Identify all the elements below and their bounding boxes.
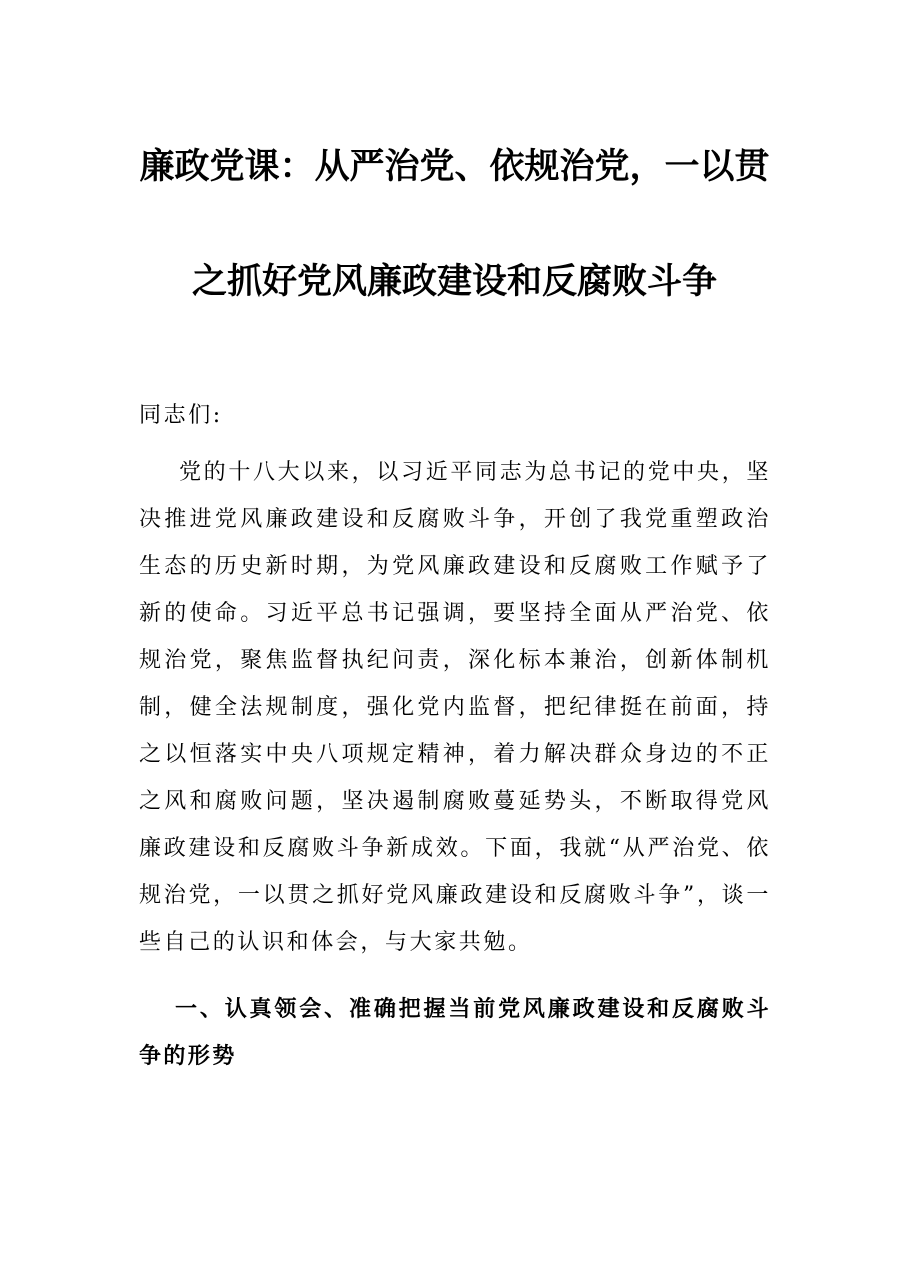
body-paragraph: 党的十八大以来，以习近平同志为总书记的党中央，坚决推进党风廉政建设和反腐败斗争，开创了我党重塑政治生态的历史新时期，为党风廉政建设和反腐败工作赋予了新的使命。习近平总书记强调，要坚持全面从严治党、依规治党，聚焦监督执纪问责，深化标本兼治，创新体制机制，健全法规制度，强化党内监督，把纪律挺在前面，持之以恒落实中央八项规定精神，着力解决群众身边的不正之风和腐败问题，坚决遏制腐败蔓延势头，不断取得党风廉政建设和反腐败斗争新成效。下面，我就“从严治党、依规治党，一以贯之抓好党风廉政建设和反腐败斗争”，谈一些自己的认识和体会，与大家共勉。: [139, 460, 771, 955]
salutation: 同志们:: [139, 403, 223, 428]
document-title-line-2: 之抓好党风廉政建设和反腐败斗争: [191, 261, 717, 302]
document-title-line-1: 廉政党课：从严治党、依规治党，一以贯: [139, 146, 770, 187]
section-heading-1: 一、认真领会、准确把握当前党风廉政建设和反腐败斗争的形势: [139, 996, 771, 1069]
